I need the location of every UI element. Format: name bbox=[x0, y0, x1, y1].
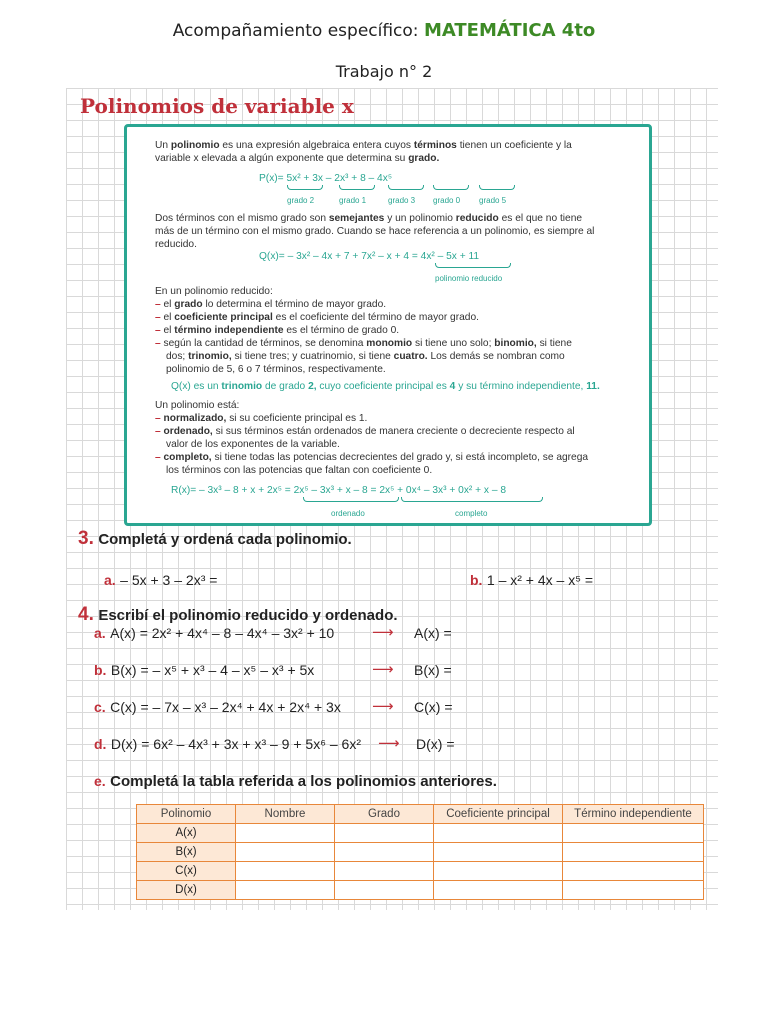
bullet-cont: polinomio de 5, 6 o 7 términos, respectivamente. bbox=[166, 364, 386, 375]
table-cell[interactable] bbox=[335, 843, 434, 862]
exercise-4-item: d. D(x) = 6x² – 4x³ + 3x + x³ – 9 + 5x⁶ – 6x² bbox=[94, 736, 361, 752]
bullet-item: – según la cantidad de términos, se denomina monomio si tiene uno solo; binomio, si tiene bbox=[155, 338, 572, 349]
answer-label: C(x) = bbox=[414, 699, 453, 715]
theory-line: Un polinomio es una expresión algebraica entera cuyos términos tienen un coeficiente y la bbox=[155, 140, 572, 151]
bullet-item: – normalizado, si su coeficiente principal es 1. bbox=[155, 413, 368, 424]
table-cell[interactable] bbox=[434, 881, 563, 900]
bullet-item: – ordenado, si sus términos están ordenados de manera creciente o decreciente respecto al bbox=[155, 426, 575, 437]
bullet-cont: los términos con las potencias que faltan con coeficiente 0. bbox=[166, 465, 433, 476]
exercise-4-heading: 4. Escribí el polinomio reducido y ordenado. bbox=[78, 604, 398, 625]
answer-label: B(x) = bbox=[414, 662, 452, 678]
theory-line: Un polinomio está: bbox=[155, 400, 240, 411]
ordered-note: ordenado bbox=[331, 509, 365, 518]
exercise-4-item: c. C(x) = – 7x – x³ – 2x⁴ + 4x + 2x⁴ + 3x bbox=[94, 699, 341, 715]
arrow-icon: ⟶ bbox=[378, 734, 400, 752]
table-row bbox=[137, 843, 704, 862]
bullet-cont: dos; trinomio, si tiene tres; y cuatrinomio, si tiene cuatro. Los demás se nombran como bbox=[166, 351, 565, 362]
table-header: Coeficiente principal bbox=[434, 805, 563, 824]
qx-note: Q(x) es un trinomio de grado 2, cuyo coeficiente principal es 4 y su término independiente, 11. bbox=[171, 381, 600, 392]
table-header: Término independiente bbox=[563, 805, 704, 824]
arrow-icon: ⟶ bbox=[372, 623, 394, 641]
complete-note: completo bbox=[455, 509, 488, 518]
theory-line: reducido. bbox=[155, 239, 197, 250]
table-row bbox=[137, 881, 704, 900]
table-cell[interactable] bbox=[236, 824, 335, 843]
row-label: C(x) bbox=[137, 862, 236, 881]
degree-label: grado 2 bbox=[287, 196, 315, 205]
row-label: D(x) bbox=[137, 881, 236, 900]
table-header: Grado bbox=[335, 805, 434, 824]
table-row bbox=[137, 824, 704, 843]
exercise-4-item: a. A(x) = 2x² + 4x⁴ – 8 – 4x⁴ – 3x² + 10 bbox=[94, 625, 335, 641]
exercise-3-heading: 3. Completá y ordená cada polinomio. bbox=[78, 528, 352, 549]
theory-line: En un polinomio reducido: bbox=[155, 286, 273, 297]
table-cell[interactable] bbox=[236, 862, 335, 881]
section-title: Polinomios de variable x bbox=[80, 94, 354, 118]
answer-label: D(x) = bbox=[416, 736, 455, 752]
degree-label: grado 5 bbox=[479, 196, 507, 205]
bullet-item: – el coeficiente principal es el coeficiente del término de mayor grado. bbox=[155, 312, 479, 323]
row-label: B(x) bbox=[137, 843, 236, 862]
table-cell[interactable] bbox=[236, 843, 335, 862]
arrow-icon: ⟶ bbox=[372, 660, 394, 678]
table-header: Nombre bbox=[236, 805, 335, 824]
table-cell[interactable] bbox=[563, 881, 704, 900]
worksheet bbox=[66, 88, 718, 910]
table-cell[interactable] bbox=[335, 881, 434, 900]
table-cell[interactable] bbox=[434, 862, 563, 881]
degree-label: grado 0 bbox=[433, 196, 461, 205]
exercise-3a: a. – 5x + 3 – 2x³ = bbox=[104, 572, 218, 588]
bullet-item: – el grado lo determina el término de mayor grado. bbox=[155, 299, 387, 310]
header-subtitle: Trabajo n° 2 bbox=[335, 62, 433, 81]
table-cell[interactable] bbox=[434, 824, 563, 843]
theory-line: Dos términos con el mismo grado son semejantes y un polinomio reducido es el que no tiene bbox=[155, 213, 583, 224]
formula-rx: R(x)= – 3x³ – 8 + x + 2x⁵ = 2x⁵ – 3x³ + x – 8 = 2x⁵ + 0x⁴ – 3x³ + 0x² + x – 8 bbox=[171, 485, 506, 496]
table-header: Polinomio bbox=[137, 805, 236, 824]
header-prefix: Acompañamiento específico: bbox=[172, 21, 419, 41]
arrow-icon: ⟶ bbox=[372, 697, 394, 715]
table-cell[interactable] bbox=[563, 843, 704, 862]
degree-label: grado 3 bbox=[388, 196, 416, 205]
row-label: A(x) bbox=[137, 824, 236, 843]
table-cell[interactable] bbox=[335, 824, 434, 843]
table-cell[interactable] bbox=[434, 843, 563, 862]
table-cell[interactable] bbox=[335, 862, 434, 881]
theory-line: variable x elevada a algún exponente que determina su grado. bbox=[155, 153, 440, 164]
exercise-4e-heading: e. Completá la tabla referida a los polinomios anteriores. bbox=[94, 773, 497, 790]
header-title bbox=[0, 20, 768, 41]
reduced-note: polinomio reducido bbox=[435, 274, 503, 283]
answer-label: A(x) = bbox=[414, 625, 452, 641]
formula-px: P(x)= 5x² + 3x – 2x³ + 8 – 4x⁵ bbox=[259, 173, 393, 184]
table-cell[interactable] bbox=[563, 824, 704, 843]
degree-label: grado 1 bbox=[339, 196, 367, 205]
summary-table bbox=[136, 804, 704, 900]
bullet-item: – completo, si tiene todas las potencias decrecientes del grado y, si está incompleto, se agrega bbox=[155, 452, 589, 463]
bullet-cont: valor de los exponentes de la variable. bbox=[166, 439, 340, 450]
formula-qx: Q(x)= – 3x² – 4x + 7 + 7x² – x + 4 = 4x² – 5x + 11 bbox=[259, 251, 480, 262]
theory-line: más de un término con el mismo grado. Cuando se hace referencia a un polinomio, es siempre al bbox=[155, 226, 595, 237]
table-cell[interactable] bbox=[236, 881, 335, 900]
bullet-item: – el término independiente es el término de grado 0. bbox=[155, 325, 400, 336]
table-cell[interactable] bbox=[563, 862, 704, 881]
theory-box bbox=[124, 124, 652, 526]
table-row bbox=[137, 862, 704, 881]
exercise-3b: b. 1 – x² + 4x – x⁵ = bbox=[470, 572, 594, 588]
header-subject: MATEMÁTICA 4to bbox=[423, 20, 596, 41]
exercise-4-item: b. B(x) = – x⁵ + x³ – 4 – x⁵ – x³ + 5x bbox=[94, 662, 315, 678]
